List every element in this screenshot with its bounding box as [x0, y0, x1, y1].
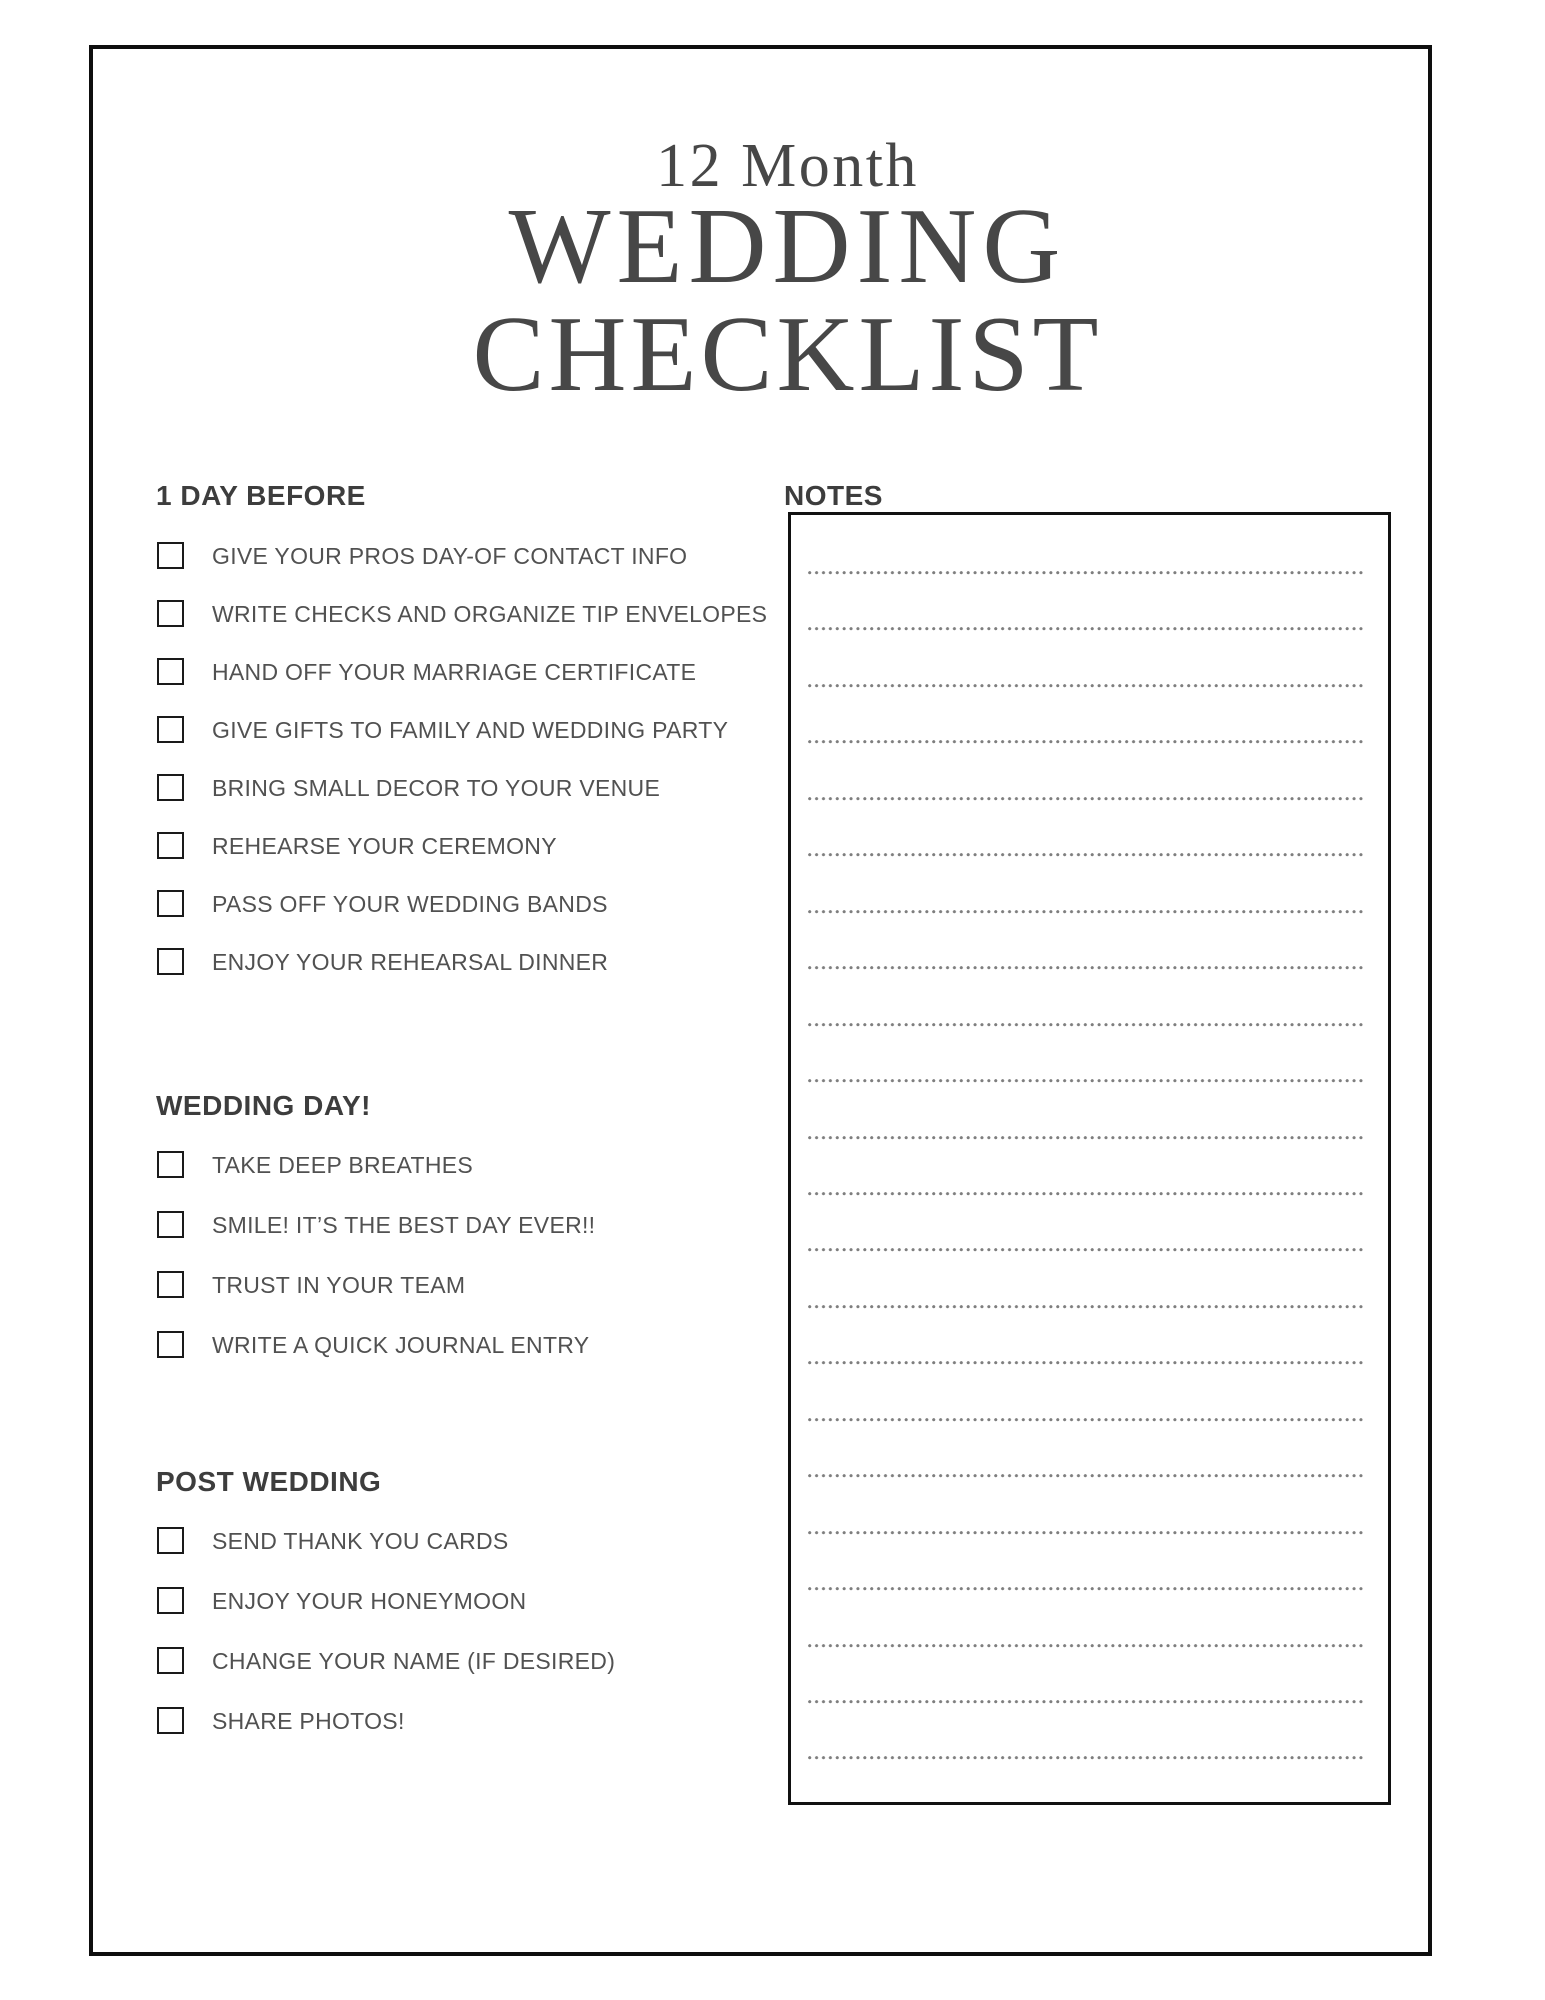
checklist-item-label: SMILE! IT’S THE BEST DAY EVER!!: [212, 1212, 596, 1238]
section-heading-post-wedding: POST WEDDING: [156, 1466, 382, 1497]
checklist-item-label: SEND THANK YOU CARDS: [212, 1528, 509, 1554]
notes-dotted-line: [808, 1587, 1365, 1591]
checkbox[interactable]: [157, 600, 184, 627]
checklist-item-label: TRUST IN YOUR TEAM: [212, 1272, 466, 1298]
checklist-item-label: WRITE A QUICK JOURNAL ENTRY: [212, 1332, 590, 1358]
checklist-item-label: GIVE GIFTS TO FAMILY AND WEDDING PARTY: [212, 717, 729, 743]
checkbox[interactable]: [157, 658, 184, 685]
notes-dotted-line: [808, 1192, 1365, 1196]
notes-dotted-line: [808, 1248, 1365, 1252]
checklist-item-label: CHANGE YOUR NAME (IF DESIRED): [212, 1648, 616, 1674]
notes-heading: NOTES: [784, 480, 883, 511]
checkbox[interactable]: [157, 832, 184, 859]
notes-dotted-line: [808, 853, 1365, 857]
checkbox[interactable]: [157, 1271, 184, 1298]
notes-dotted-line: [808, 740, 1365, 744]
checklist-item-label: REHEARSE YOUR CEREMONY: [212, 833, 557, 859]
checkbox[interactable]: [157, 1647, 184, 1674]
checklist-item-label: TAKE DEEP BREATHES: [212, 1152, 474, 1178]
checklist-item-label: HAND OFF YOUR MARRIAGE CERTIFICATE: [212, 659, 697, 685]
checkbox[interactable]: [157, 948, 184, 975]
notes-dotted-line: [808, 1474, 1365, 1478]
checkbox[interactable]: [157, 1331, 184, 1358]
checklist-item-label: SHARE PHOTOS!: [212, 1708, 405, 1734]
notes-dotted-line: [808, 1136, 1365, 1140]
checklist-item-label: WRITE CHECKS AND ORGANIZE TIP ENVELOPES: [212, 601, 768, 627]
checkbox[interactable]: [157, 716, 184, 743]
notes-dotted-line: [808, 797, 1365, 801]
notes-dotted-line: [808, 684, 1365, 688]
notes-area: [788, 512, 1391, 1805]
checklist-item-label: PASS OFF YOUR WEDDING BANDS: [212, 891, 608, 917]
notes-dotted-line: [808, 1361, 1365, 1365]
checkbox[interactable]: [157, 542, 184, 569]
notes-dotted-line: [808, 1305, 1365, 1309]
checklist-item-label: ENJOY YOUR REHEARSAL DINNER: [212, 949, 609, 975]
checkbox[interactable]: [157, 774, 184, 801]
notes-dotted-line: [808, 966, 1365, 970]
checklist-item-label: ENJOY YOUR HONEYMOON: [212, 1588, 527, 1614]
checklist-item-label: GIVE YOUR PROS DAY-OF CONTACT INFO: [212, 543, 688, 569]
section-heading-wedding-day: WEDDING DAY!: [156, 1090, 371, 1121]
checkbox[interactable]: [157, 890, 184, 917]
checkbox[interactable]: [157, 1527, 184, 1554]
notes-dotted-line: [808, 1700, 1365, 1704]
title-subtitle: 12 Month: [656, 132, 919, 200]
checkbox[interactable]: [157, 1587, 184, 1614]
notes-dotted-line: [808, 1418, 1365, 1422]
checkbox[interactable]: [157, 1707, 184, 1734]
notes-dotted-line: [808, 910, 1365, 914]
notes-dotted-line: [808, 627, 1365, 631]
checklist-item-label: BRING SMALL DECOR TO YOUR VENUE: [212, 775, 661, 801]
section-heading-1-day-before: 1 DAY BEFORE: [156, 480, 366, 511]
notes-dotted-line: [808, 1531, 1365, 1535]
notes-dotted-line: [808, 1756, 1365, 1760]
notes-dotted-line: [808, 1079, 1365, 1083]
notes-dotted-line: [808, 1023, 1365, 1027]
page-title-line2: CHECKLIST: [472, 295, 1103, 414]
checkbox[interactable]: [157, 1151, 184, 1178]
page-title-line1: WEDDING: [508, 187, 1067, 306]
notes-dotted-line: [808, 1644, 1365, 1648]
checkbox[interactable]: [157, 1211, 184, 1238]
notes-dotted-line: [808, 571, 1365, 575]
